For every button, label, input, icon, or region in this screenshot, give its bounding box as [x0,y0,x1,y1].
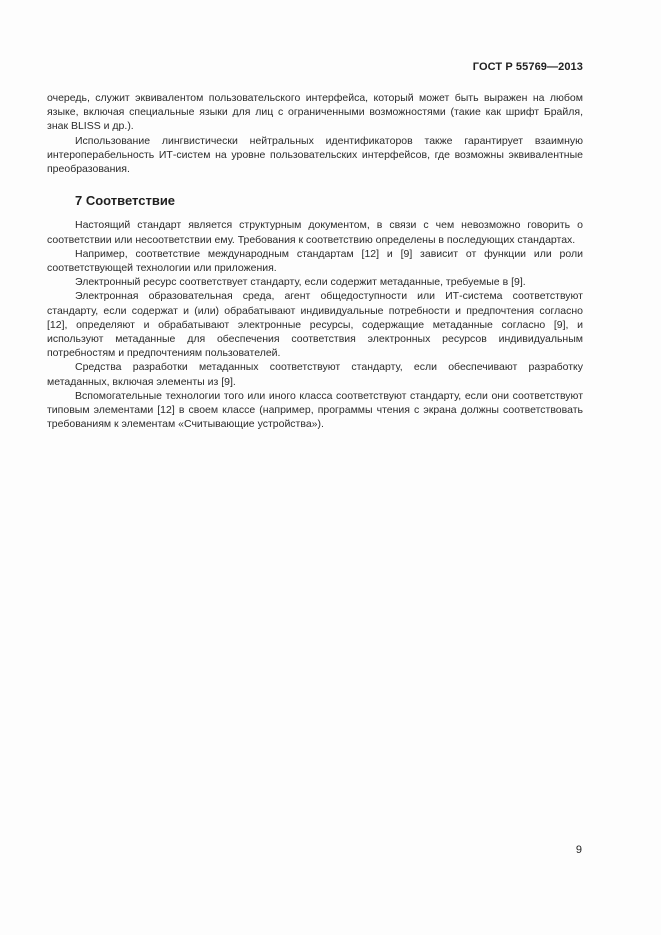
section-7-paragraph-4: Электронная образовательная среда, агент общедоступности или ИТ-система соответствуют стандарту, если содержат и (или) обрабатывают индивидуальные потребности и предпочтения согласно [12], определяют и обрабатывают электронные ресурсы, содержащие метаданные согласно [9], и используют метаданные для обеспечения соответствия электронных ресурсов индивидуальным потребностям и предпочтениям пользователей. [47,290,583,360]
intro-paragraph-2: Использование лингвистически нейтральных идентификаторов также гарантирует взаимную интероперабельность ИТ-систем на уровне пользовательских интерфейсов, где возможны эквивалентные преобразования. [47,134,583,176]
intro-paragraph-1: очередь, служит эквивалентом пользовательского интерфейса, который может быть выражен на любом языке, включая специальные языки для лиц с ограниченными возможностями (такие как шрифт Брайля, знак BLISS и др.). [47,92,583,133]
document-body [47,91,583,431]
section-7-paragraph-5: Средства разработки метаданных соответствуют стандарту, если обеспечивают разработку метаданных, включая элементы из [9]. [47,361,583,388]
section-7-paragraph-6: Вспомогательные технологии того или иного класса соответствуют стандарту, если они соответствуют типовым элементами [12] в своем классе (например, программы чтения с экрана должны соответствовать требованиям к элементам «Считывающие устройства»). [47,389,583,431]
section-7-paragraph-1: Настоящий стандарт является структурным документом, в связи с чем невозможно говорить о соответствии или несоответствии ему. Требования к соответствию определены в последующих стандартах. [47,219,583,246]
section-7-title: 7 Соответствие [75,193,176,209]
section-7-paragraph-2: Например, соответствие международным стандартам [12] и [9] зависит от функции или роли соответствующей технологии или приложения. [47,247,583,275]
standard-header: ГОСТ Р 55769—2013 [472,61,583,73]
section-7-paragraph-3: Электронный ресурс соответствует стандарту, если содержит метаданные, требуемые в [9]. [75,276,526,289]
page-number: 9 [575,844,582,856]
